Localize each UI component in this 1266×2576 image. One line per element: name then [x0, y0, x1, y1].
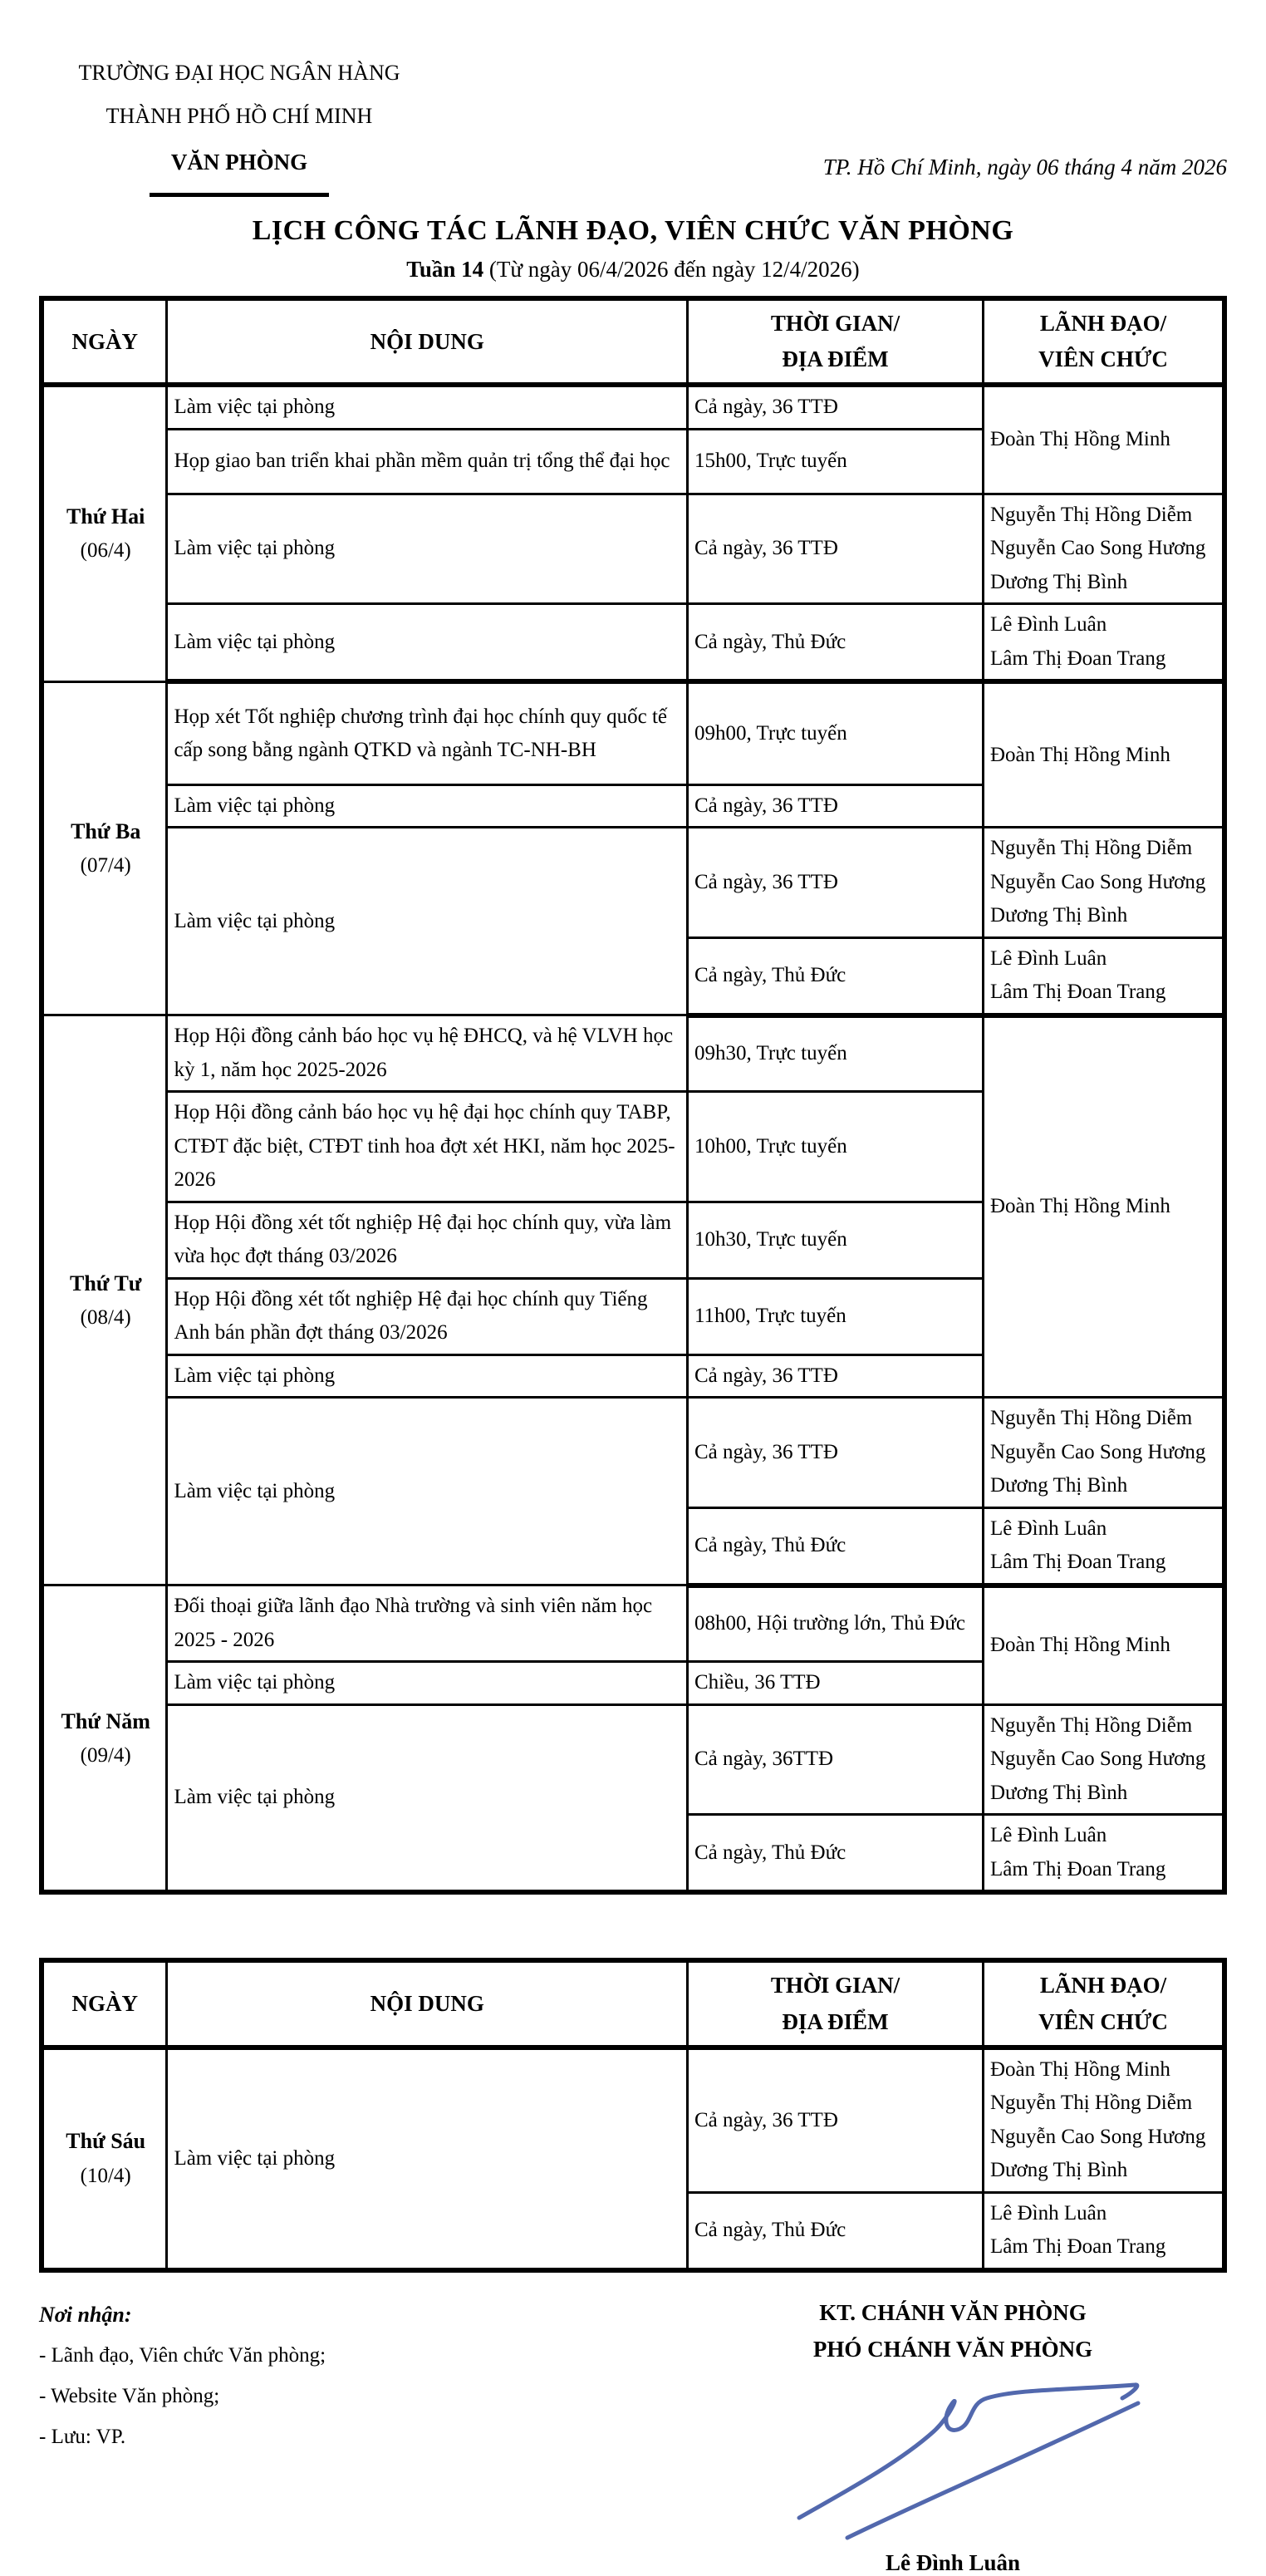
content-cell: Làm việc tại phòng	[167, 385, 688, 429]
leader-cell: Đoàn Thị Hồng Minh	[983, 1015, 1224, 1398]
document-title: LỊCH CÔNG TÁC LÃNH ĐẠO, VIÊN CHỨC VĂN PHÒNG	[252, 215, 1014, 246]
leader-cell: Lê Đình Luân Lâm Thị Đoan Trang	[983, 1507, 1224, 1585]
schedule-table-week-part1	[39, 296, 1227, 1895]
week-number: Tuần 14	[406, 257, 484, 282]
footer	[39, 2294, 1227, 2576]
recipients-list: - Lãnh đạo, Viên chức Văn phòng; - Website Văn phòng; - Lưu: VP.	[39, 2344, 326, 2448]
day-name: Thứ Năm	[61, 1708, 150, 1733]
time-cell: 15h00, Trực tuyến	[687, 429, 983, 494]
table-row	[42, 828, 1224, 938]
col-header-leader-line1: LÃNH ĐẠO/	[1039, 311, 1167, 336]
col-header-leader	[983, 1960, 1224, 2047]
table-row	[42, 1015, 1224, 1092]
time-cell: Cả ngày, 36 TTĐ	[687, 2048, 983, 2193]
leader-cell: Đoàn Thị Hồng Minh	[983, 1585, 1224, 1705]
org-office: VĂN PHÒNG	[150, 140, 329, 197]
day-cell-monday	[42, 385, 167, 681]
col-header-leader-line2: VIÊN CHỨC	[1038, 2008, 1168, 2034]
time-cell: Cả ngày, 36 TTĐ	[687, 1398, 983, 1508]
schedule-table-week-part2	[39, 1958, 1227, 2272]
col-header-day: NGÀY	[42, 1960, 167, 2047]
content-cell: Họp Hội đồng cảnh báo học vụ hệ đại học chính quy TABP, CTĐT đặc biệt, CTĐT tinh hoa đợt xét HKI, năm học 2025-2026	[167, 1092, 688, 1202]
table-row	[42, 604, 1224, 682]
leader-cell: Nguyễn Thị Hồng Diễm Nguyễn Cao Song Hương Dương Thị Bình	[983, 494, 1224, 604]
content-cell: Họp xét Tốt nghiệp chương trình đại học chính quy quốc tế cấp song bằng ngành QTKD và ngành TC-NH-BH	[167, 681, 688, 784]
time-cell: Cả ngày, Thủ Đức	[687, 2192, 983, 2270]
content-cell: Làm việc tại phòng	[167, 1662, 688, 1705]
letterhead	[39, 52, 1227, 197]
day-cell-tuesday	[42, 681, 167, 1015]
col-header-leader-line2: VIÊN CHỨC	[1038, 347, 1168, 372]
day-name: Thứ Ba	[71, 819, 141, 843]
org-name-line1: TRƯỜNG ĐẠI HỌC NGÂN HÀNG	[78, 61, 400, 85]
content-cell: Làm việc tại phòng	[167, 604, 688, 682]
table-row	[42, 1704, 1224, 1815]
time-cell: Cả ngày, 36 TTĐ	[687, 828, 983, 938]
leader-cell: Đoàn Thị Hồng Minh	[983, 681, 1224, 828]
place-date-line: TP. Hồ Chí Minh, ngày 06 tháng 4 năm 2026	[822, 155, 1227, 179]
content-cell: Làm việc tại phòng	[167, 828, 688, 1015]
table-gap	[39, 1895, 1227, 1958]
table-row	[42, 385, 1224, 429]
day-section-friday	[42, 2048, 1224, 2270]
day-cell-friday	[42, 2048, 167, 2270]
content-cell: Làm việc tại phòng	[167, 1704, 688, 1892]
table-row	[42, 1398, 1224, 1508]
time-cell: Cả ngày, 36 TTĐ	[687, 784, 983, 828]
content-cell: Làm việc tại phòng	[167, 2048, 688, 2270]
col-header-time	[687, 298, 983, 385]
day-cell-thursday	[42, 1585, 167, 1893]
leader-cell: Lê Đình Luân Lâm Thị Đoan Trang	[983, 604, 1224, 682]
content-cell: Làm việc tại phòng	[167, 784, 688, 828]
day-section-thursday	[42, 1585, 1224, 1893]
week-range: (Từ ngày 06/4/2026 đến ngày 12/4/2026)	[488, 257, 860, 282]
time-cell: 09h30, Trực tuyến	[687, 1015, 983, 1092]
org-office-wrap	[39, 140, 439, 197]
time-cell: Cả ngày, Thủ Đức	[687, 604, 983, 682]
recipients-title: Nơi nhận:	[39, 2302, 132, 2327]
leader-cell: Nguyễn Thị Hồng Diễm Nguyễn Cao Song Hương Dương Thị Bình	[983, 1704, 1224, 1815]
table2-header-row	[42, 1960, 1224, 2047]
day-date: (09/4)	[80, 1743, 131, 1767]
col-header-time	[687, 1960, 983, 2047]
document-subtitle	[39, 257, 1227, 283]
leader-cell: Lê Đình Luân Lâm Thị Đoan Trang	[983, 1815, 1224, 1893]
sign-title-line2: PHÓ CHÁNH VĂN PHÒNG	[812, 2337, 1093, 2362]
time-cell: Cả ngày, 36 TTĐ	[687, 494, 983, 604]
content-cell: Làm việc tại phòng	[167, 494, 688, 604]
table-row	[42, 1585, 1224, 1662]
day-name: Thứ Sáu	[66, 2129, 146, 2154]
col-header-time-line2: ĐỊA ĐIỂM	[782, 347, 889, 372]
content-cell: Làm việc tại phòng	[167, 1398, 688, 1585]
day-section-wednesday	[42, 1015, 1224, 1585]
time-cell: Cả ngày, Thủ Đức	[687, 1815, 983, 1893]
col-header-leader	[983, 298, 1224, 385]
leader-cell: Lê Đình Luân Lâm Thị Đoan Trang	[983, 937, 1224, 1015]
day-cell-wednesday	[42, 1015, 167, 1585]
leader-cell: Đoàn Thị Hồng Minh	[983, 385, 1224, 494]
time-cell: Cả ngày, Thủ Đức	[687, 1507, 983, 1585]
sign-title-line1: KT. CHÁNH VĂN PHÒNG	[819, 2299, 1087, 2325]
leader-cell: Đoàn Thị Hồng Minh Nguyễn Thị Hồng Diễm Nguyễn Cao Song Hương Dương Thị Bình	[983, 2048, 1224, 2193]
time-cell: Cả ngày, Thủ Đức	[687, 937, 983, 1015]
day-name: Thứ Tư	[70, 1271, 142, 1295]
day-date: (08/4)	[80, 1305, 131, 1329]
content-cell: Họp Hội đồng xét tốt nghiệp Hệ đại học chính quy Tiếng Anh bán phần đợt tháng 03/2026	[167, 1278, 688, 1354]
time-cell: 09h00, Trực tuyến	[687, 681, 983, 784]
day-date: (06/4)	[80, 539, 131, 563]
time-cell: 11h00, Trực tuyến	[687, 1278, 983, 1354]
time-cell: Chiều, 36 TTĐ	[687, 1662, 983, 1705]
day-section-monday	[42, 385, 1224, 681]
col-header-time-line1: THỜI GIAN/	[770, 311, 900, 336]
col-header-day: NGÀY	[42, 298, 167, 385]
day-section-tuesday	[42, 681, 1224, 1015]
content-cell: Họp Hội đồng cảnh báo học vụ hệ ĐHCQ, và hệ VLVH học kỳ 1, năm học 2025-2026	[167, 1015, 688, 1092]
time-cell: Cả ngày, 36 TTĐ	[687, 385, 983, 429]
content-cell: Đối thoại giữa lãnh đạo Nhà trường và sinh viên năm học 2025 - 2026	[167, 1585, 688, 1662]
signer-name: Lê Đình Luân	[885, 2549, 1021, 2575]
table1-header-row	[42, 298, 1224, 385]
leader-cell: Nguyễn Thị Hồng Diễm Nguyễn Cao Song Hương Dương Thị Bình	[983, 1398, 1224, 1508]
table-row	[42, 2048, 1224, 2193]
time-cell: 10h30, Trực tuyến	[687, 1202, 983, 1278]
time-cell: 08h00, Hội trường lớn, Thủ Đức	[687, 1585, 983, 1662]
table-row	[42, 681, 1224, 784]
leader-cell: Lê Đình Luân Lâm Thị Đoan Trang	[983, 2192, 1224, 2270]
org-name-line2: THÀNH PHỐ HỒ CHÍ MINH	[106, 104, 373, 128]
col-header-content: NỘI DUNG	[167, 298, 688, 385]
table-row	[42, 494, 1224, 604]
content-cell: Họp Hội đồng xét tốt nghiệp Hệ đại học chính quy, vừa làm vừa học đợt tháng 03/2026	[167, 1202, 688, 1278]
day-date: (10/4)	[80, 2164, 131, 2187]
day-date: (07/4)	[80, 853, 131, 877]
time-cell: Cả ngày, 36 TTĐ	[687, 1354, 983, 1398]
recipients-block	[39, 2294, 326, 2576]
col-header-time-line2: ĐỊA ĐIỂM	[782, 2008, 889, 2034]
col-header-time-line1: THỜI GIAN/	[770, 1973, 900, 1998]
content-cell: Họp giao ban triển khai phần mềm quản trị tổng thể đại học	[167, 429, 688, 494]
col-header-content: NỘI DUNG	[167, 1960, 688, 2047]
leader-cell: Nguyễn Thị Hồng Diễm Nguyễn Cao Song Hương Dương Thị Bình	[983, 828, 1224, 938]
content-cell: Làm việc tại phòng	[167, 1354, 688, 1398]
day-name: Thứ Hai	[66, 504, 145, 529]
signature-image	[712, 2380, 1227, 2547]
time-cell: 10h00, Trực tuyến	[687, 1092, 983, 1202]
col-header-leader-line1: LÃNH ĐẠO/	[1039, 1973, 1167, 1998]
time-cell: Cả ngày, 36TTĐ	[687, 1704, 983, 1815]
signature-block	[679, 2294, 1227, 2576]
org-block	[39, 52, 439, 197]
